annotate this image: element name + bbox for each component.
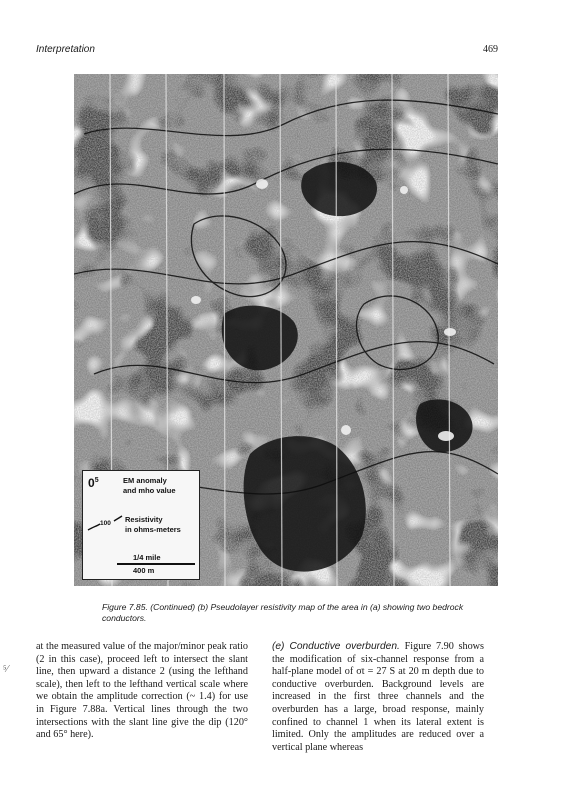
margin-annotation: ⁵⁄ [3,664,9,675]
right-column-text: Figure 7.90 shows the modification of six-channel response from a half-plane model of σt = 27 S at 20 m depth due to conductive overburden. Background levels are increased in the first three channels and the overburden has a large, broad response, mainly confined to channel 1 when its lateral extent is limited. Only the amplitudes are reduced over a vertical plane whereas [272,641,485,753]
em-anomaly-label: EM anomaly and mho value [123,476,176,495]
resistivity-contour-symbol [87,515,123,531]
page-number: 469 [483,44,498,55]
em-anomaly-symbol: $0^5$ [88,476,99,490]
page-header [36,44,498,58]
figure-caption [102,602,502,624]
caption-label: Figure 7.85. [102,602,148,612]
map-legend [82,470,200,580]
running-title: Interpretation [36,44,95,55]
scale-bar [117,563,195,565]
scale-label-mile: 1/4 mile [133,553,161,562]
scale-label-meters: 400 m [133,566,155,575]
body-column-left [36,641,248,742]
left-column-text: at the measured value of the major/minor peak ratio (2 in this case), proceed left to intersect the slant line, then upward a distance 2 (using the lefthand scale), then left to the lefthand vertical scale where we obtain the amplitude correction (~ 1.4) for use in Figure 7.88a. Vertical lines through the two intersections with the slant line give the dip (120° and 65° here). [36,641,248,741]
resistivity-symbol-value: 100 [100,520,111,527]
resistivity-label: Resistivity in ohms-meters [125,515,181,534]
body-column-right [272,641,484,754]
section-heading: (e) Conductive overburden. [272,641,400,652]
caption-text: (Continued) (b) Pseudolayer resistivity map of the area in (a) showing two bedrock conductors. [102,602,464,623]
